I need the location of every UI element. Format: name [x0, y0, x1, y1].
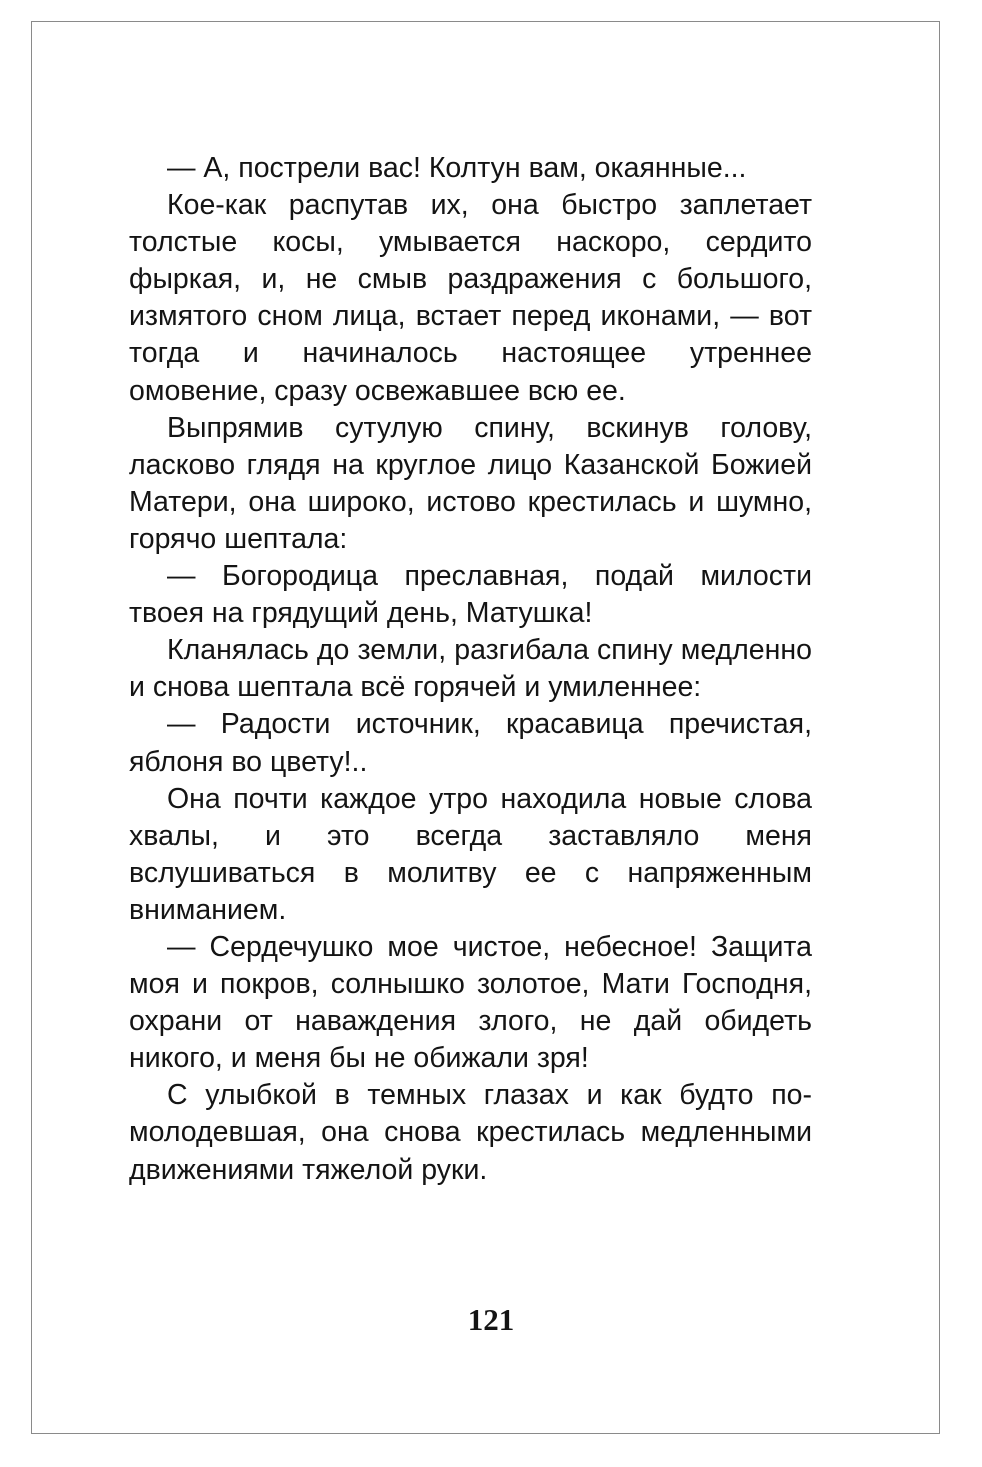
- paragraph-4: — Богородица преславная, подай милости твоея на грядущий день, Матушка!: [129, 560, 812, 630]
- paragraph-9: С улыбкой в темных глазах и как будто помолодевшая, она снова крестилась медленными движениями тяжелой руки.: [129, 1079, 812, 1186]
- paragraph-3: Выпрямив сутулую спину, вскинув голову, ласково глядя на круглое лицо Казанской Божией Матери, она широко, истово крестилась и шумно, горячо шептала:: [129, 411, 812, 555]
- paragraph-6: — Радости источник, красавица пречистая, яблоня во цвету!..: [129, 708, 812, 778]
- paragraph-1: — А, пострели вас! Колтун вам, окаянные...: [167, 152, 747, 184]
- page-number: 121: [467, 1302, 515, 1337]
- paragraph-7: Она почти каждое утро находила новые слова хвалы, и это всегда заставляло меня вслушиваться в молитву ее с напряженным вниманием.: [129, 782, 812, 926]
- paragraph-5: Кланялась до земли, разгибала спину медленно и снова шептала всё горячей и умиленнее:: [129, 634, 812, 704]
- paragraph-8: — Сердечушко мое чистое, небесное! Защита моя и покров, солнышко золотое, Мати Господня, охрани от наваждения злого, не дай обидеть никого, и меня бы не обижали зря!: [129, 930, 812, 1075]
- book-text: [129, 150, 812, 1189]
- paragraph-2: Кое-как распутав их, она быстро заплетает толстые косы, умывается наскоро, сердито фыркая, и, не смыв раздражения с большого, измятого сном лица, встает перед иконами, — вот тогда и начиналось настоящее утреннее омовение, сразу освежавшее всю ее.: [129, 189, 812, 407]
